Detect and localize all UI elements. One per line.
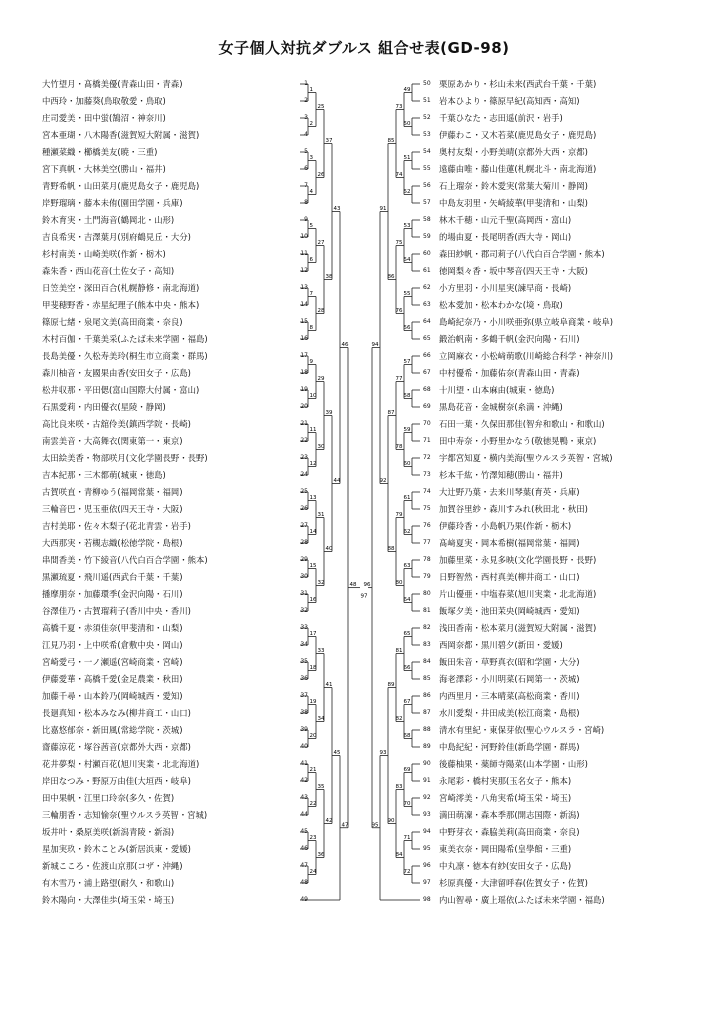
entry-name: 谷澤佳乃・古賀瑠莉子(香川中央・香川) <box>42 606 191 616</box>
match-number: 1 <box>309 87 313 93</box>
match-number: 84 <box>395 852 403 858</box>
match-number: 92 <box>379 478 387 484</box>
entry-name: 宮本亜瑚・八木陽香(滋賀短大附属・滋賀) <box>42 130 200 140</box>
entry-number: 84 <box>423 658 431 665</box>
match-number: 70 <box>403 801 411 807</box>
entry-number: 45 <box>300 828 308 835</box>
entry-name: 古賀咲直・青柳ゆう(福岡常葉・福岡) <box>42 487 183 497</box>
match-number: 58 <box>403 393 411 399</box>
entry-number: 55 <box>423 165 431 172</box>
entry-number: 54 <box>423 148 431 155</box>
entry-number: 11 <box>300 250 308 257</box>
entry-number: 81 <box>423 607 431 614</box>
entry-name: 伊藤愛華・高橋千愛(金足農業・秋田) <box>42 674 183 684</box>
match-number: 50 <box>403 121 411 127</box>
entry-number: 6 <box>304 165 308 172</box>
entry-name: 田中寿奈・小野里かなう(敬徳晃鴨・東京) <box>439 436 597 446</box>
entry-number: 98 <box>423 896 431 903</box>
entry-number: 13 <box>300 284 308 291</box>
entry-number: 61 <box>423 267 431 274</box>
match-number: 71 <box>403 835 411 841</box>
entry-number: 78 <box>423 556 431 563</box>
entry-name: 中野芽衣・森脇美莉(高田商業・奈良) <box>439 827 580 837</box>
match-number: 45 <box>333 750 341 756</box>
entry-number: 5 <box>304 148 308 155</box>
entry-name: 長島美優・久松寿美玲(桐生市立商業・群馬) <box>42 351 208 361</box>
entry-number: 9 <box>304 216 308 223</box>
entry-number: 77 <box>423 539 431 546</box>
match-number: 25 <box>317 104 325 110</box>
entry-name: 日野智然・西村真美(柳井商工・山口) <box>439 572 580 582</box>
entry-name: 千葉ひなた・志田遥(前沢・岩手) <box>439 113 563 123</box>
entry-name: 宮下真帆・大林美空(勝山・福井) <box>42 164 166 174</box>
entry-name: 高比良来咲・古舘伶美(鎮西学院・長崎) <box>42 419 191 429</box>
entry-name: 串間香美・竹下綾音(八代白百合学園・熊本) <box>42 555 208 565</box>
entry-number: 7 <box>304 182 308 189</box>
entry-number: 57 <box>423 199 431 206</box>
entry-name: 中村優希・加藤佑奈(青森山田・青森) <box>439 368 580 378</box>
match-number: 27 <box>317 240 325 246</box>
entry-name: 小方里羽・小川星実(諫早商・長崎) <box>439 283 572 293</box>
match-number: 82 <box>395 716 403 722</box>
entry-number: 87 <box>423 709 431 716</box>
entry-number: 68 <box>423 386 431 393</box>
match-number: 26 <box>317 172 325 178</box>
entry-name: 宮崎澪美・八角実希(埼玉栄・埼玉) <box>439 793 572 803</box>
entry-name: 石田一葉・久保田那佳(智弁和歌山・和歌山) <box>439 419 605 429</box>
entry-number: 35 <box>300 658 308 665</box>
match-number: 41 <box>325 682 333 688</box>
entry-name: 青野希帆・山田菜月(鹿児島女子・鹿児島) <box>42 181 200 191</box>
match-number: 3 <box>309 155 313 161</box>
entry-name: 黒瀬琉夏・飛川遥(西武台千葉・千葉) <box>42 572 183 582</box>
entry-number: 8 <box>304 199 308 206</box>
match-number: 73 <box>395 104 403 110</box>
entry-name: 満田萌凜・森本季那(開志国際・新潟) <box>439 810 580 820</box>
entry-name: 中島友羽里・矢崎綾華(甲斐清和・山梨) <box>439 198 588 208</box>
match-number: 9 <box>309 359 313 365</box>
entry-name: 髙﨑夏実・岡本希樹(福岡常葉・福岡) <box>439 538 580 548</box>
entry-name: 三輪音巴・児玉亜依(四天王寺・大阪) <box>42 504 183 514</box>
entry-number: 67 <box>423 369 431 376</box>
match-number: 68 <box>403 733 411 739</box>
entry-name: 田中果帆・江里口玲奈(多久・佐賀) <box>42 793 175 803</box>
match-number: 37 <box>325 138 333 144</box>
entry-number: 73 <box>423 471 431 478</box>
match-number: 93 <box>379 750 387 756</box>
entry-number: 10 <box>300 233 308 240</box>
match-number: 63 <box>403 563 411 569</box>
match-number: 59 <box>403 427 411 433</box>
match-number: 44 <box>333 478 341 484</box>
match-number: 30 <box>317 444 325 450</box>
match-number: 28 <box>317 308 325 314</box>
match-number: 64 <box>403 597 411 603</box>
match-number: 77 <box>395 376 403 382</box>
entry-name: 杉村南美・山崎美咲(作新・栃木) <box>42 249 166 259</box>
entry-number: 41 <box>300 760 308 767</box>
match-number: 62 <box>403 529 411 535</box>
entry-number: 21 <box>300 420 308 427</box>
entry-number: 14 <box>300 301 308 308</box>
match-number: 46 <box>341 342 349 348</box>
entry-number: 52 <box>423 114 431 121</box>
match-number: 83 <box>395 784 403 790</box>
match-number: 51 <box>403 155 411 161</box>
entry-name: 種瀬菜織・櫛橋美友(暁・三重) <box>42 147 158 157</box>
entry-number: 94 <box>423 828 431 835</box>
entry-name: 浅田香南・松本菜月(滋賀短大附属・滋賀) <box>439 623 597 633</box>
match-number: 54 <box>403 257 411 263</box>
entry-number: 58 <box>423 216 431 223</box>
entry-number: 1 <box>304 80 308 87</box>
match-number: 95 <box>371 822 379 829</box>
match-number: 15 <box>309 563 317 569</box>
match-number: 14 <box>309 529 317 535</box>
entry-name: 大竹望月・髙橋美優(青森山田・青森) <box>42 79 183 89</box>
entry-number: 50 <box>423 80 431 87</box>
entry-number: 85 <box>423 675 431 682</box>
match-number: 39 <box>325 410 333 416</box>
entry-name: 森朱香・西山花音(土佐女子・高知) <box>42 266 175 276</box>
entry-name: 水川愛梨・井田成美(松江商業・島根) <box>439 708 580 718</box>
entry-name: 星加実玖・鈴木ことみ(新居浜東・愛媛) <box>42 844 191 854</box>
entry-name: 木村百伽・千葉美采(ふたば未来学園・福島) <box>42 334 208 344</box>
entry-number: 63 <box>423 301 431 308</box>
entry-number: 90 <box>423 760 431 767</box>
entry-number: 79 <box>423 573 431 580</box>
entry-name: 飯田朱音・草野真衣(昭和学園・大分) <box>439 657 580 667</box>
entry-name: 奥村友梨・小野美晴(京都外大西・京都) <box>439 147 588 157</box>
entry-number: 64 <box>423 318 431 325</box>
entry-number: 24 <box>300 471 308 478</box>
match-number: 61 <box>403 495 411 501</box>
entry-number: 59 <box>423 233 431 240</box>
entry-name: 篠原七緒・泉尾文美(高田商業・奈良) <box>42 317 183 327</box>
entry-name: 庄司愛美・田中蛍(鵠沼・神奈川) <box>42 113 166 123</box>
match-number: 74 <box>395 172 403 178</box>
match-number: 55 <box>403 291 411 297</box>
entry-name: 岸野瑠璃・藤本未侑(園田学園・兵庫) <box>42 198 183 208</box>
match-number: 67 <box>403 699 411 705</box>
entry-number: 95 <box>423 845 431 852</box>
match-number: 79 <box>395 512 403 518</box>
match-number: 69 <box>403 767 411 773</box>
match-number: 94 <box>371 342 379 348</box>
entry-number: 36 <box>300 675 308 682</box>
entry-number: 70 <box>423 420 431 427</box>
entry-name: 伊藤玲香・小島帆乃果(作新・栃木) <box>439 521 572 531</box>
entry-number: 37 <box>300 692 308 699</box>
entry-name: 西岡奈都・黒川碧夕(新田・愛媛) <box>439 640 563 650</box>
entry-number: 76 <box>423 522 431 529</box>
match-number: 43 <box>333 206 341 212</box>
entry-number: 74 <box>423 488 431 495</box>
entry-name: 鍛治帆南・多鶴千帆(金沢向陽・石川) <box>439 334 580 344</box>
entry-number: 83 <box>423 641 431 648</box>
entry-name: 遠藤由唯・藤山佳蓮(札幌北斗・南北海道) <box>439 164 597 174</box>
match-number: 32 <box>317 580 325 586</box>
entry-number: 29 <box>300 556 308 563</box>
entry-number: 17 <box>300 352 308 359</box>
entry-name: 松井収那・平田偲(富山国際大付属・富山) <box>42 385 200 395</box>
entry-name: 有木雪乃・浦上路望(耐久・和歌山) <box>42 878 175 888</box>
match-number: 90 <box>387 818 395 824</box>
entry-name: 中丸凛・徳本有紗(安田女子・広島) <box>439 861 572 871</box>
entry-name: 南雲美音・大高舞衣(関東第一・東京) <box>42 436 183 446</box>
match-number: 38 <box>325 274 333 280</box>
match-number: 7 <box>309 291 313 297</box>
entry-number: 93 <box>423 811 431 818</box>
entry-name: 内西里月・三本晴菜(高松商業・香川) <box>439 691 580 701</box>
match-number: 80 <box>395 580 403 586</box>
entry-name: 伊藤わこ・又木若菜(鹿児島女子・鹿児島) <box>439 130 597 140</box>
entry-number: 69 <box>423 403 431 410</box>
entry-name: 花井夢梨・村瀬百花(旭川実業・北北海道) <box>42 759 200 769</box>
entry-name: 栗原あかり・杉山未来(西武台千葉・千葉) <box>439 79 597 89</box>
entry-name: 内山智尋・廣上瑶依(ふたば未来学園・福島) <box>439 895 605 905</box>
entry-name: 後藤柚果・薬師寺陽菜(山本学園・山形) <box>439 759 588 769</box>
match-number: 65 <box>403 631 411 637</box>
match-number: 36 <box>317 852 325 858</box>
match-number: 29 <box>317 376 325 382</box>
entry-number: 43 <box>300 794 308 801</box>
match-number: 72 <box>403 869 411 875</box>
match-number: 91 <box>379 206 387 212</box>
entry-name: 甲斐穂野香・赤星紀理子(熊本中央・熊本) <box>42 300 200 310</box>
match-number: 31 <box>317 512 325 518</box>
entry-number: 51 <box>423 97 431 104</box>
entry-name: 的場由夏・長尾明香(西大寺・岡山) <box>439 232 572 242</box>
entry-name: 日笠美空・深田百合(札幌静修・南北海道) <box>42 283 200 293</box>
entry-number: 65 <box>423 335 431 342</box>
match-number: 96 <box>363 582 371 589</box>
match-number: 23 <box>309 835 317 841</box>
entry-number: 27 <box>300 522 308 529</box>
match-number: 13 <box>309 495 317 501</box>
entry-name: 石黒愛莉・内田優衣(星陵・静岡) <box>42 402 166 412</box>
match-number: 76 <box>395 308 403 314</box>
match-number: 11 <box>309 427 317 433</box>
entry-name: 森川柚音・友國果由香(安田女子・広島) <box>42 368 191 378</box>
entry-name: 中西玲・加藤葵(鳥取敬愛・鳥取) <box>42 96 166 106</box>
entry-number: 4 <box>304 131 308 138</box>
match-number: 2 <box>309 121 313 127</box>
entry-number: 91 <box>423 777 431 784</box>
match-number: 20 <box>309 733 317 739</box>
entry-name: 永尾彩・橋村実那(玉名女子・熊本) <box>439 776 572 786</box>
match-number: 89 <box>387 682 395 688</box>
entry-name: 長廻真知・松本みなみ(柳井商工・山口) <box>42 708 191 718</box>
entry-name: 太田絵美香・物部咲月(文化学園長野・長野) <box>42 453 208 463</box>
entry-name: 杉原真優・大津留呼春(佐賀女子・佐賀) <box>439 878 588 888</box>
entry-number: 60 <box>423 250 431 257</box>
entry-number: 80 <box>423 590 431 597</box>
match-number: 8 <box>309 325 313 331</box>
match-number: 5 <box>309 223 313 229</box>
match-number: 87 <box>387 410 395 416</box>
entry-name: 黒島花音・金城樹奈(糸満・沖縄) <box>439 402 563 412</box>
match-number: 85 <box>387 138 395 144</box>
entry-name: 江見乃羽・上中咲希(倉敷中央・岡山) <box>42 640 183 650</box>
entry-number: 16 <box>300 335 308 342</box>
entry-number: 22 <box>300 437 308 444</box>
entry-number: 15 <box>300 318 308 325</box>
entry-number: 88 <box>423 726 431 733</box>
entry-name: 森田紗帆・郡司莉子(八代白百合学園・熊本) <box>439 249 605 259</box>
entry-number: 66 <box>423 352 431 359</box>
entry-number: 89 <box>423 743 431 750</box>
entry-name: 徳岡梨々香・坂中琴音(四天王寺・大阪) <box>439 266 588 276</box>
entry-number: 23 <box>300 454 308 461</box>
entry-number: 96 <box>423 862 431 869</box>
entry-number: 86 <box>423 692 431 699</box>
entry-number: 39 <box>300 726 308 733</box>
match-number: 12 <box>309 461 317 467</box>
entry-name: 齋藤涼花・塚谷茜音(京都外大西・京都) <box>42 742 191 752</box>
entry-number: 71 <box>423 437 431 444</box>
match-number: 97 <box>360 593 368 600</box>
entry-number: 44 <box>300 811 308 818</box>
entry-name: 東美衣奈・岡田陽希(皇學館・三重) <box>439 844 572 854</box>
entry-number: 82 <box>423 624 431 631</box>
entry-number: 32 <box>300 607 308 614</box>
match-number: 48 <box>349 582 357 589</box>
entry-number: 2 <box>304 97 308 104</box>
entry-name: 宇都宮知夏・横内美海(聖ウルスラ英智・宮城) <box>439 453 613 463</box>
entry-name: 岸田なつみ・野原万由佳(大垣西・岐阜) <box>42 776 191 786</box>
match-number: 22 <box>309 801 317 807</box>
match-number: 34 <box>317 716 325 722</box>
entry-name: 島崎紀奈乃・小川咲亜弥(県立岐阜商業・岐阜) <box>439 317 614 327</box>
entry-name: 加賀谷里紗・森川すみれ(秋田北・秋田) <box>439 504 588 514</box>
entry-number: 30 <box>300 573 308 580</box>
match-number: 88 <box>387 546 395 552</box>
entry-name: 高橋千夏・赤須佳奈(甲斐清和・山梨) <box>42 623 183 633</box>
match-number: 40 <box>325 546 333 552</box>
entry-name: 鈴木陽向・大澤佳歩(埼玉栄・埼玉) <box>42 895 175 905</box>
match-number: 4 <box>309 189 313 195</box>
entry-number: 20 <box>300 403 308 410</box>
entry-name: 坂井叶・桑原美咲(新潟青陵・新潟) <box>42 827 175 837</box>
entry-number: 25 <box>300 488 308 495</box>
entry-name: 片山優亜・中塩春菜(旭川実業・北北海道) <box>439 589 597 599</box>
entry-name: 播摩朋奈・加藤環季(金沢向陽・石川) <box>42 589 183 599</box>
entry-name: 中島紀紀・河野鈴佳(新島学園・群馬) <box>439 742 580 752</box>
entry-name: 吉良希実・吉澤葉月(別府鶴見丘・大分) <box>42 232 191 242</box>
entry-number: 56 <box>423 182 431 189</box>
entry-number: 40 <box>300 743 308 750</box>
match-number: 18 <box>309 665 317 671</box>
entry-name: 宮崎愛弓・一ノ瀬遥(宮崎商業・宮崎) <box>42 657 183 667</box>
entry-number: 46 <box>300 845 308 852</box>
match-number: 21 <box>309 767 317 773</box>
entry-number: 48 <box>300 879 308 886</box>
entry-name: 比嘉悠郁奈・新田風(常総学院・茨城) <box>42 725 183 735</box>
match-number: 24 <box>309 869 317 875</box>
entry-number: 47 <box>300 862 308 869</box>
entry-name: 大辻野乃葉・去来川琴葉(育英・兵庫) <box>439 487 580 497</box>
entry-number: 34 <box>300 641 308 648</box>
match-number: 75 <box>395 240 403 246</box>
page-title: 女子個人対抗ダブルス 組合せ表(GD-98) <box>218 39 510 57</box>
match-number: 56 <box>403 325 411 331</box>
entry-name: 清水有里紀・東保芽依(聖心ウルスラ・宮崎) <box>439 725 605 735</box>
entry-name: 加藤里菜・永見多映(文化学園長野・長野) <box>439 555 597 565</box>
match-number: 47 <box>341 822 349 829</box>
entry-name: 海老澤彩・小川明菜(石岡第一・茨城) <box>439 674 580 684</box>
entry-name: 松本愛加・松本わかな(境・鳥取) <box>439 300 563 310</box>
entry-number: 97 <box>423 879 431 886</box>
match-number: 78 <box>395 444 403 450</box>
entry-number: 12 <box>300 267 308 274</box>
entry-name: 鈴木育実・土門海音(鶴岡北・山形) <box>42 215 175 225</box>
entry-number: 38 <box>300 709 308 716</box>
entry-number: 28 <box>300 539 308 546</box>
match-number: 86 <box>387 274 395 280</box>
match-number: 33 <box>317 648 325 654</box>
match-number: 35 <box>317 784 325 790</box>
match-number: 81 <box>395 648 403 654</box>
entry-number: 49 <box>300 896 308 903</box>
entry-number: 18 <box>300 369 308 376</box>
entry-name: 新城こころ・佐渡山京那(コザ・沖縄) <box>42 861 183 871</box>
match-number: 17 <box>309 631 317 637</box>
match-number: 53 <box>403 223 411 229</box>
match-number: 52 <box>403 189 411 195</box>
match-number: 42 <box>325 818 333 824</box>
entry-name: 立岡麻衣・小松﨑萌歌(川崎総合科学・神奈川) <box>439 351 614 361</box>
entry-name: 石上瑠奈・鈴木愛実(常葉大菊川・静岡) <box>439 181 588 191</box>
entry-name: 岩本ひより・篠原早紀(高知西・高知) <box>439 96 580 106</box>
match-number: 6 <box>309 257 313 263</box>
entry-name: 十川望・山本麻由(城東・徳島) <box>439 385 555 395</box>
match-number: 66 <box>403 665 411 671</box>
entry-name: 杉本千紘・竹澤知穂(勝山・福井) <box>439 470 563 480</box>
entry-number: 62 <box>423 284 431 291</box>
entry-name: 吉村美耶・佐々木梨子(花北青雲・岩手) <box>42 521 191 531</box>
entry-number: 26 <box>300 505 308 512</box>
entry-number: 53 <box>423 131 431 138</box>
match-number: 19 <box>309 699 317 705</box>
entry-name: 大西那実・若槻志織(松徳学院・島根) <box>42 538 183 548</box>
entry-number: 3 <box>304 114 308 121</box>
entry-name: 林木千穂・山元千聖(高岡西・富山) <box>439 215 572 225</box>
match-number: 10 <box>309 393 317 399</box>
entry-number: 92 <box>423 794 431 801</box>
match-number: 60 <box>403 461 411 467</box>
entry-number: 72 <box>423 454 431 461</box>
entry-number: 75 <box>423 505 431 512</box>
entry-number: 31 <box>300 590 308 597</box>
entry-name: 飯塚夕美・池田茉央(岡崎城西・愛知) <box>439 606 580 616</box>
entry-name: 三輪朋香・志知愉奈(聖ウルスラ英智・宮城) <box>42 810 208 820</box>
entry-name: 吉本紀那・三木都萌(城東・徳島) <box>42 470 166 480</box>
entry-name: 加藤千尋・山本鈴乃(岡崎城西・愛知) <box>42 691 183 701</box>
match-number: 16 <box>309 597 317 603</box>
entry-number: 42 <box>300 777 308 784</box>
match-number: 49 <box>403 87 411 93</box>
entry-number: 19 <box>300 386 308 393</box>
entry-number: 33 <box>300 624 308 631</box>
match-number: 57 <box>403 359 411 365</box>
